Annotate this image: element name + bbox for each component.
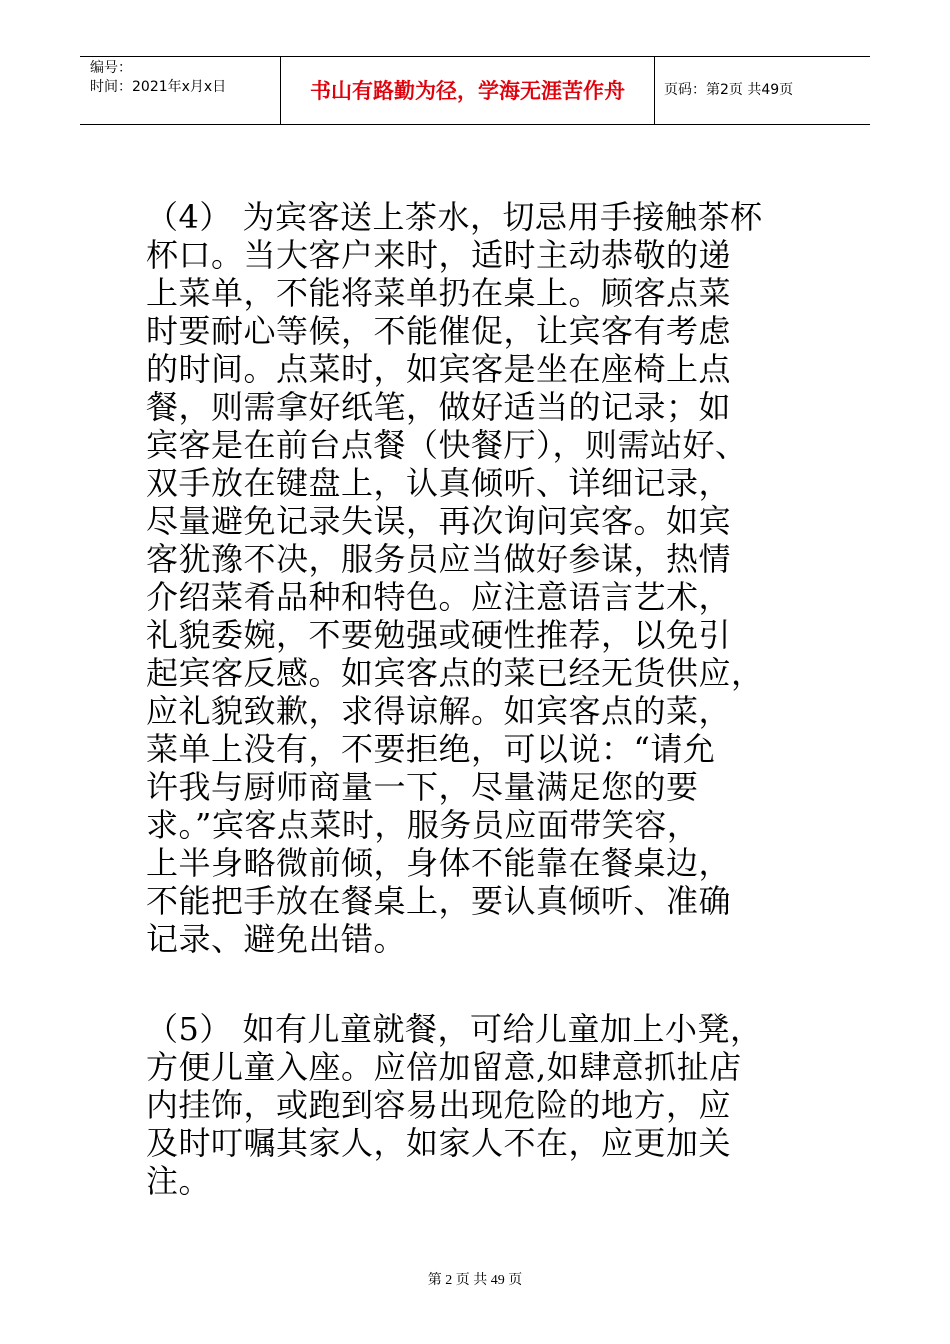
paragraph-5: （5） 如有儿童就餐，可给儿童加上小凳， 方便儿童入座。应倍加留意,如肆意抓扯店 内挂饰，或跑到容易出现危险的地方，应 及时叮嘱其家人，如家人不在，应更加关 注。: [146, 1010, 763, 1200]
number-label: 编号：: [90, 60, 132, 76]
document-body: [146, 160, 826, 1238]
header-page-code: 页码：第2页 共49页: [664, 82, 794, 98]
header-motto: 书山有路勤为径，学海无涯苦作舟: [281, 57, 655, 124]
header-meta: [80, 57, 281, 124]
paragraph-4: （4） 为宾客送上茶水，切忌用手接触茶杯 杯口。当大客户来时，适时主动恭敬的递 上菜单，不能将菜单扔在桌上。顾客点菜 时要耐心等候，不能催促，让宾客有考虑 的时间。点菜时，如宾客是坐在座椅上点 餐，则需拿好纸笔，做好适当的记录；如 宾客是在前台点餐（快餐厅），则需站好、 双手放在键盘上，认真倾听、详细记录， 尽量避免记录失误，再次询问宾客。如宾 客犹豫不决，服务员应当做好参谋，热情 介绍菜肴品种和特色。应注意语言艺术， 礼貌委婉，不要勉强或硬性推荐，以免引 起宾客反感。如宾客点的菜已经无货供应， 应礼貌致歉，求得谅解。如宾客点的菜， 菜单上没有，不要拒绝，可以说：“请允 许我与厨师商量一下，尽量满足您的要 求。”宾客点菜时，服务员应面带笑容， 上半身略微前倾，身体不能靠在餐桌边， 不能把手放在餐桌上，要认真倾听、准确 记录、避免出错。: [146, 198, 764, 958]
page-footer: 第 2 页 共 49 页: [427, 1273, 523, 1288]
page-header: [80, 56, 870, 125]
date-label: 时间：2021年x月x日: [90, 79, 227, 95]
